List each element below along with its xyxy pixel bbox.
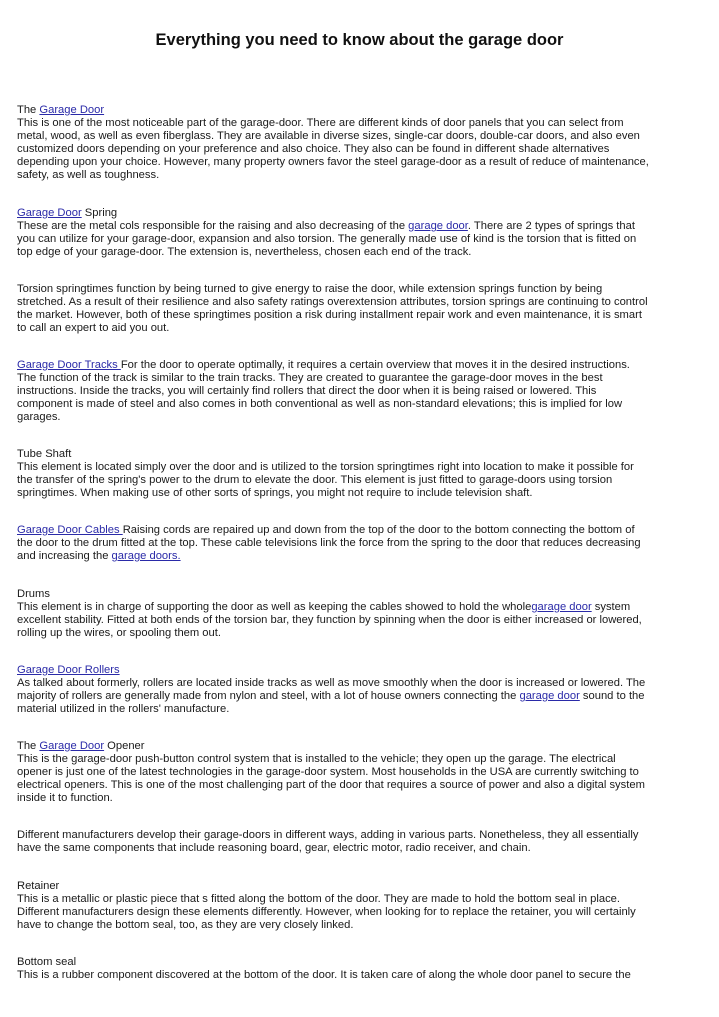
text-segment: depending upon your choice. However, many property owners favor the steel garage-door as a result of reduce of maintenance,	[17, 156, 649, 168]
text-segment: The function of the track is similar to the train tracks. They are created to guarantee the garage-door moves in the best	[17, 372, 603, 384]
text-segment: the market. However, both of these springtimes position a risk during installment repair work and even maintenance, it is smart	[17, 309, 642, 321]
text-segment: Opener	[104, 740, 145, 752]
text-line	[17, 474, 703, 487]
paragraph-4	[17, 359, 703, 424]
text-line	[17, 309, 703, 322]
text-line	[17, 627, 703, 640]
text-line	[17, 677, 703, 690]
text-line	[17, 283, 703, 296]
paragraph-12	[17, 956, 703, 982]
text-line	[17, 703, 703, 716]
text-line	[17, 233, 703, 246]
paragraph-10	[17, 829, 703, 855]
text-segment: rolling up the wires, or spooling them out.	[17, 627, 221, 639]
garage-door-link[interactable]: garage doors.	[111, 550, 181, 562]
text-segment: Bottom seal	[17, 956, 77, 968]
text-segment: Tube Shaft	[17, 448, 72, 460]
text-line	[17, 829, 703, 842]
text-line	[17, 246, 703, 259]
text-segment: This element is in charge of supporting the door as well as keeping the cables showed to hold the whole	[17, 601, 532, 613]
text-segment: component is made of steel and also comes in both conventional as well as non-standard elevations; this is implied for low	[17, 398, 623, 410]
text-segment: metal, wood, as well as even fiberglass. They are available in diverse sizes, single-car doors, double-car doors, and also even	[17, 130, 640, 142]
text-segment: garages.	[17, 411, 61, 423]
text-segment: the door to the drum fitted at the top. These cable televisions link the force from the spring to the door that reduces decreasing	[17, 537, 641, 549]
text-line	[17, 461, 703, 474]
garage-door-link[interactable]: garage door	[531, 601, 592, 613]
garage-door-link[interactable]: Garage Door	[17, 207, 82, 219]
text-line	[17, 906, 703, 919]
text-line	[17, 448, 703, 461]
paragraph-8	[17, 664, 703, 716]
text-segment: These are the metal cols responsible for the raising and also decreasing of the	[17, 220, 409, 232]
text-segment: inside it to function.	[17, 792, 113, 804]
text-line	[17, 117, 703, 130]
text-line	[17, 169, 703, 182]
text-line	[17, 766, 703, 779]
garage-door-link[interactable]: garage door	[408, 220, 468, 232]
paragraph-6	[17, 524, 703, 563]
text-segment: springtimes. When making use of other sorts of springs, you might not require to include television shaft.	[17, 487, 533, 499]
text-line	[17, 601, 703, 614]
text-segment: The	[17, 104, 40, 116]
text-line	[17, 411, 703, 424]
text-line	[17, 792, 703, 805]
text-line	[17, 220, 703, 233]
text-segment: Torsion springtimes function by being turned to give energy to raise the door, while extension springs function by being	[17, 283, 603, 295]
text-line	[17, 969, 703, 982]
text-line	[17, 398, 703, 411]
paragraph-3	[17, 283, 703, 335]
text-segment: stretched. As a result of their resilience and also safety ratings overextension attributes, torsion springs are continuing to control	[17, 296, 648, 308]
garage-door-link[interactable]: garage door	[519, 690, 580, 702]
text-line	[17, 143, 703, 156]
garage-door-link[interactable]: Garage Door Tracks	[17, 359, 121, 371]
text-segment: Raising cords are repaired up and down from the top of the door to the bottom connecting the bottom of	[122, 524, 635, 536]
garage-door-link[interactable]: Garage Door	[39, 740, 105, 752]
text-line	[17, 537, 703, 550]
text-segment: have to change the bottom seal, too, as they are very closely linked.	[17, 919, 354, 931]
text-segment: have the same components that include reasoning board, gear, electric motor, radio receiver, and chain.	[17, 842, 531, 854]
text-segment: Different manufacturers design these elements differently. However, when looking for to replace the retainer, you will certainly	[17, 906, 636, 918]
text-segment: safety, as well as toughness.	[17, 169, 160, 181]
text-segment: This is a metallic or plastic piece that s fitted along the bottom of the door. They are made to hold the bottom seal in place.	[17, 893, 621, 905]
text-segment: majority of rollers are generally made from nylon and steel, with a lot of house owners connecting the	[17, 690, 520, 702]
paragraph-11	[17, 880, 703, 932]
text-line	[17, 322, 703, 335]
text-segment: This element is located simply over the door and is utilized to the torsion springtimes right into location to make it possible for	[17, 461, 634, 473]
text-segment: opener is just one of the latest technologies in the garage-door system. Most households in the USA are currently switching to	[17, 766, 639, 778]
text-line	[17, 550, 703, 563]
paragraph-7	[17, 588, 703, 640]
text-line	[17, 207, 703, 220]
text-line	[17, 919, 703, 932]
text-line	[17, 104, 703, 117]
text-segment: customized doors depending on your preference and also choice. They also can be found in different shade alternatives	[17, 143, 610, 155]
text-segment: the transfer of the spring's power to the drum to elevate the door. This element is just fitted to garage-doors using torsion	[17, 474, 613, 486]
text-line	[17, 664, 703, 677]
garage-door-link[interactable]: Garage Door Cables	[17, 524, 123, 536]
text-segment: system	[591, 601, 631, 613]
text-segment: . There are 2 types of springs that	[467, 220, 635, 232]
text-segment: top edge of your garage-door. The extension is, nevertheless, chosen each end of the track.	[17, 246, 472, 258]
text-segment: electrical openers. This is one of the most challenging part of the door that requires a source of power and also a digital system	[17, 779, 645, 791]
text-segment: For the door to operate optimally, it requires a certain overview that moves it in the desired instructions.	[120, 359, 630, 371]
text-line	[17, 524, 703, 537]
text-line	[17, 156, 703, 169]
text-segment: This is one of the most noticeable part of the garage-door. There are different kinds of door panels that you can select from	[17, 117, 624, 129]
text-line	[17, 753, 703, 766]
text-line	[17, 487, 703, 500]
text-segment: This is a rubber component discovered at the bottom of the door. It is taken care of along the whole door panel to secure the	[17, 969, 631, 981]
text-line	[17, 956, 703, 969]
text-line	[17, 842, 703, 855]
text-segment: Retainer	[17, 880, 60, 892]
text-segment: As talked about formerly, rollers are located inside tracks as well as move smoothly when the door is increased or lowered. The	[17, 677, 646, 689]
text-line	[17, 893, 703, 906]
text-line	[17, 372, 703, 385]
paragraph-5	[17, 448, 703, 500]
text-segment: material utilized in the rollers' manufacture.	[17, 703, 230, 715]
garage-door-link[interactable]: Garage Door	[39, 104, 105, 116]
paragraph-9	[17, 740, 703, 805]
text-segment: The	[17, 740, 40, 752]
text-segment: excellent stability. Fitted at both ends of the torsion bar, they function by spinning when the door is either increased or lowered,	[17, 614, 642, 626]
text-line	[17, 779, 703, 792]
text-segment: instructions. Inside the tracks, you will certainly find rollers that direct the door when it is being raised or lowered. This	[17, 385, 597, 397]
text-line	[17, 359, 703, 372]
paragraph-2	[17, 207, 703, 259]
text-line	[17, 296, 703, 309]
text-segment: and increasing the	[17, 550, 112, 562]
text-line	[17, 740, 703, 753]
garage-door-link[interactable]: Garage Door Rollers	[17, 664, 120, 676]
text-line	[17, 690, 703, 703]
text-segment: to call an expert to aid you out.	[17, 322, 170, 334]
text-segment: Spring	[81, 207, 118, 219]
text-segment: This is the garage-door push-button control system that is installed to the vehicle; they open up the garage. The electrical	[17, 753, 616, 765]
text-line	[17, 614, 703, 627]
text-segment: sound to the	[579, 690, 645, 702]
page-title: Everything you need to know about the garage door	[155, 31, 564, 49]
text-segment: you can utilize for your garage-door, expansion and also torsion. The generally made use of kind is the torsion that is fitted on	[17, 233, 637, 245]
text-line	[17, 130, 703, 143]
text-line	[17, 385, 703, 398]
text-segment: Drums	[17, 588, 50, 600]
text-segment: Different manufacturers develop their garage-doors in different ways, adding in various parts. Nonetheless, they all essentially	[17, 829, 639, 841]
text-line	[17, 588, 703, 601]
text-line	[17, 880, 703, 893]
paragraph-1	[17, 104, 703, 182]
